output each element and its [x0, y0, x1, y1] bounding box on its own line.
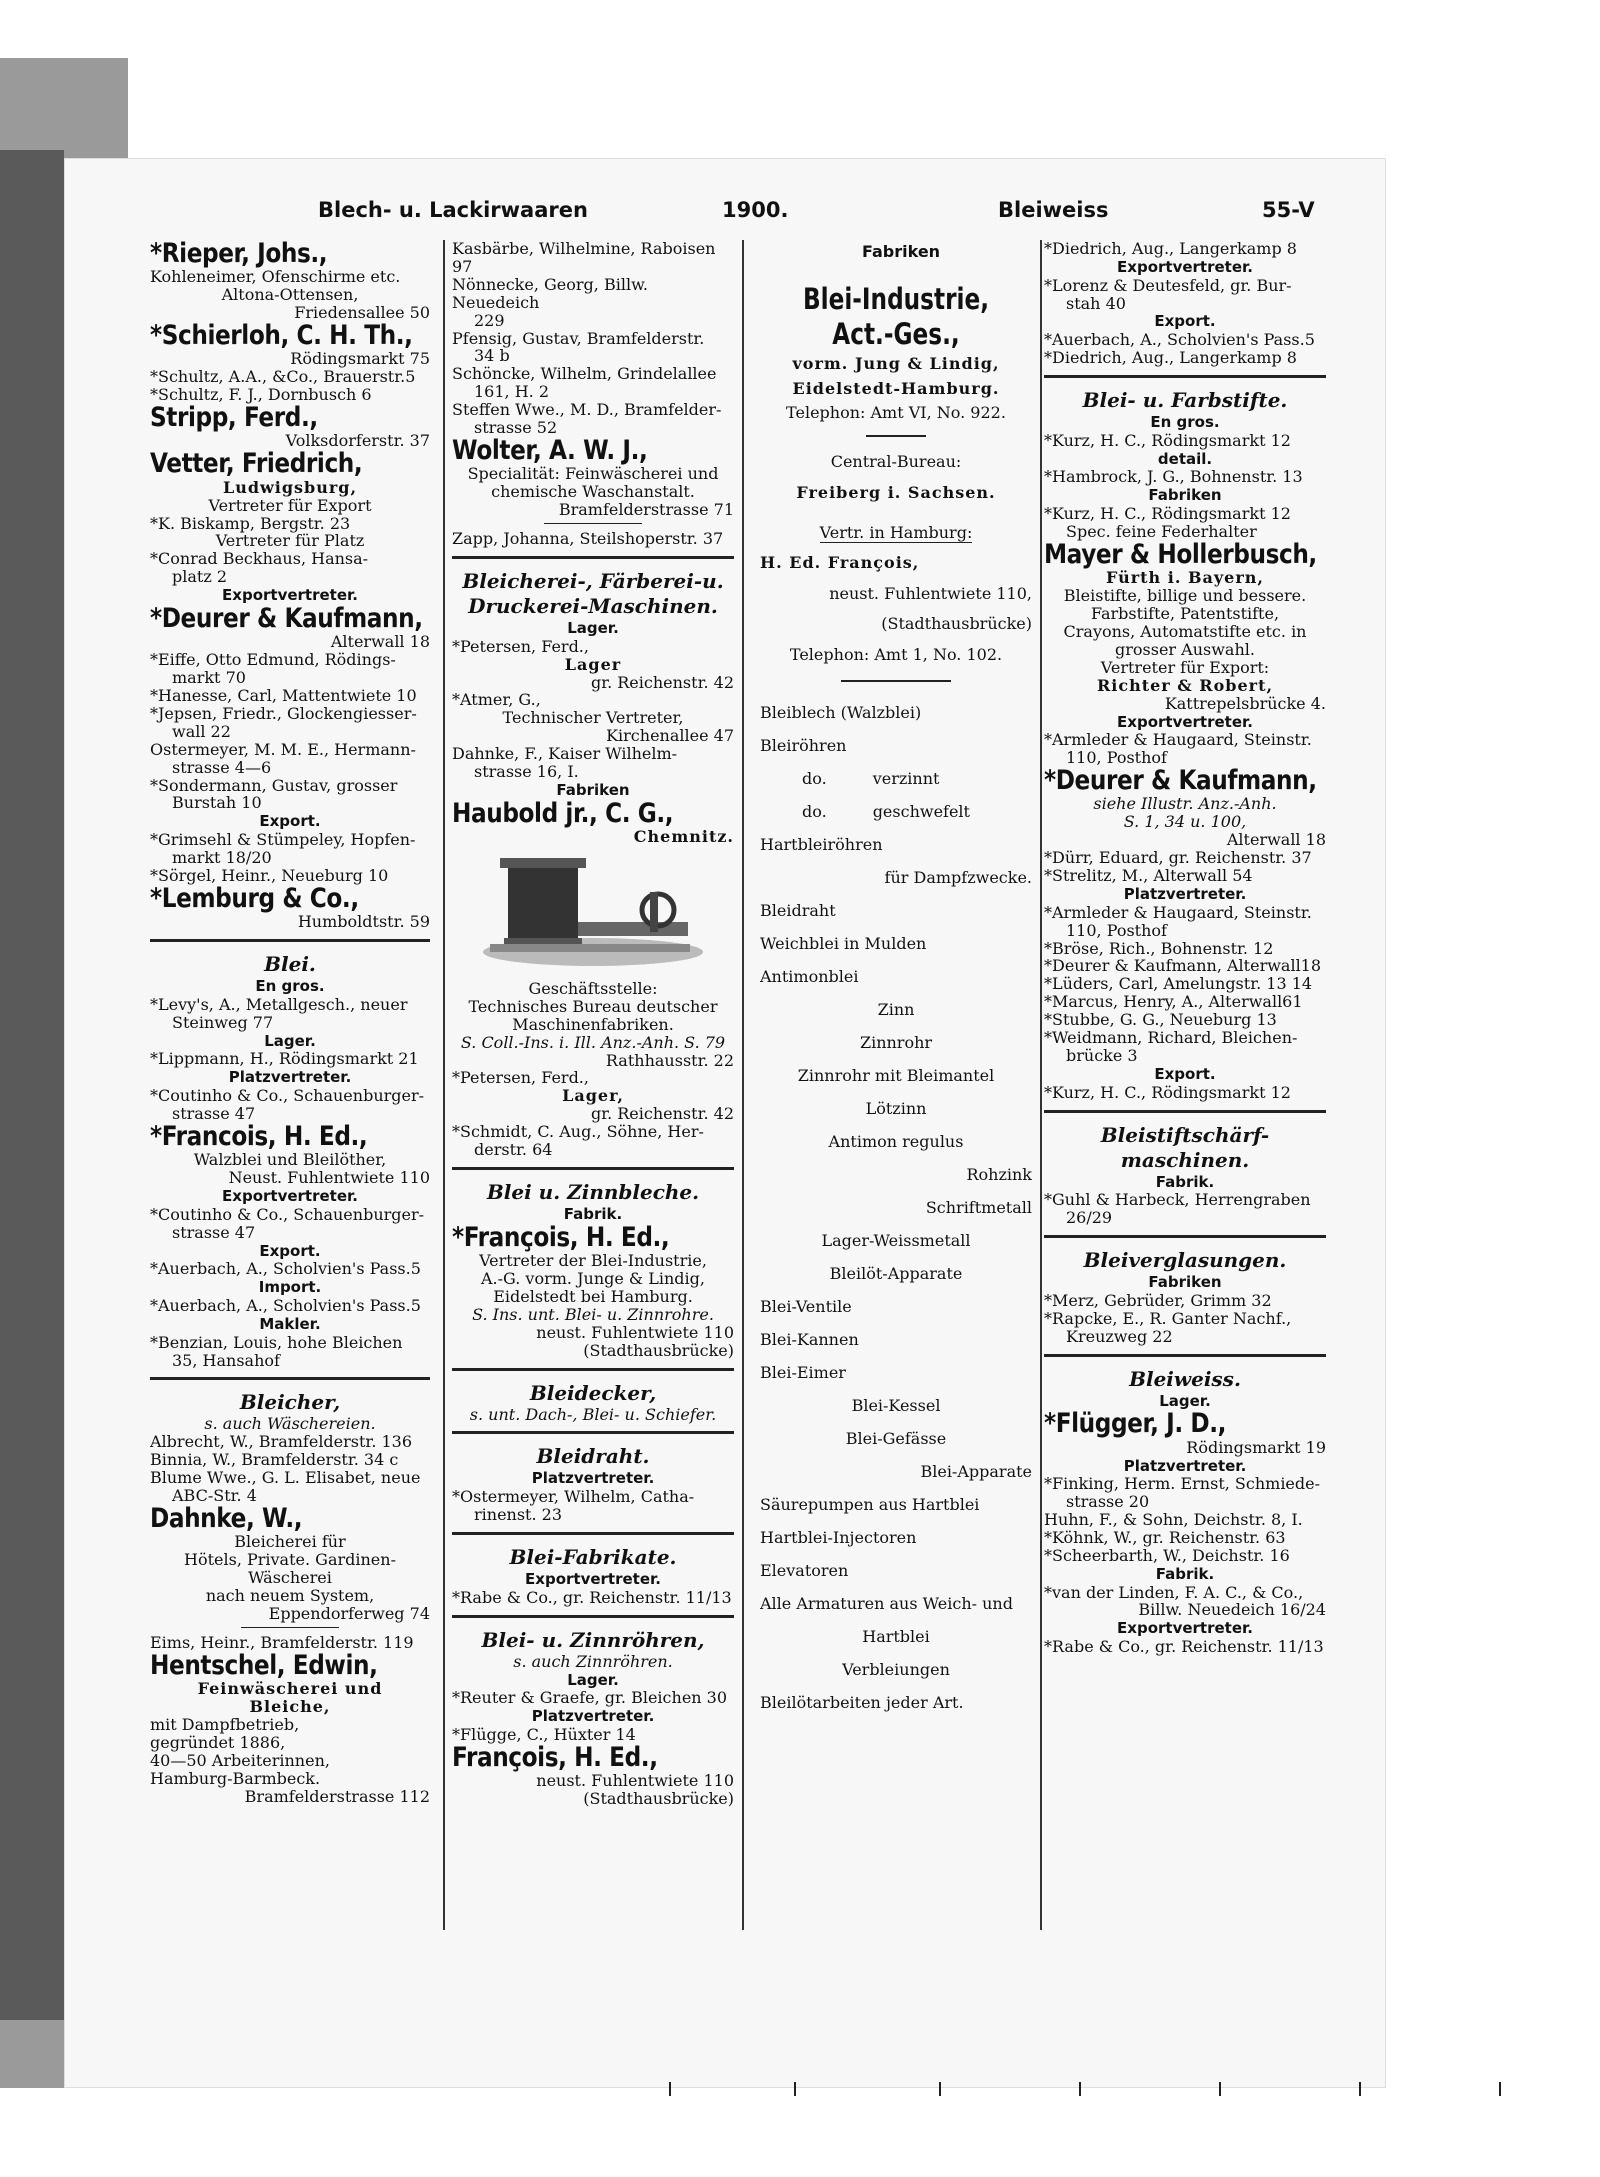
entry-emphasis: Feinwäscherei und	[197, 1679, 383, 1699]
entry-line: Hamburg-Barmbeck.	[150, 1768, 321, 1788]
entry-emphasis: Fürth i. Bayern,	[1106, 568, 1264, 588]
section-divider	[452, 1532, 734, 1535]
entry-continuation: 34 b	[474, 346, 510, 366]
ad-representative-label	[760, 518, 1032, 548]
product-item: Weichblei in Mulden	[760, 933, 927, 953]
section-heading: Blei.	[264, 952, 316, 977]
section-divider	[452, 1368, 734, 1371]
product-item: Bleidraht	[760, 900, 836, 920]
product-item: Bleiblech (Walzblei)	[760, 702, 922, 722]
entry-line: Kasbärbe, Wilhelmine, Raboisen 97	[452, 240, 716, 276]
column-4	[1044, 240, 1326, 1930]
entry-line: *Köhnk, W., gr. Reichenstr. 63	[1044, 1528, 1286, 1547]
section-divider	[150, 939, 430, 942]
product-item: Säurepumpen aus Hartblei	[760, 1494, 980, 1514]
entry-emphasis: Lager	[564, 654, 622, 674]
subsection-heading: Lager.	[264, 1031, 316, 1050]
ad-representative-address-2: (Stadthausbrücke)	[881, 614, 1032, 634]
subsection-heading: Exportvertreter.	[525, 1570, 661, 1588]
entry-continuation: strasse 52	[474, 418, 558, 438]
entry-line: *Conrad Beckhaus, Hansa-	[150, 549, 369, 569]
ad-central-city: Freiberg i. Sachsen.	[796, 482, 996, 502]
entry-address: Humboldtstr. 59	[297, 912, 430, 932]
entry-line: Zapp, Johanna, Steilshoperstr. 37	[452, 529, 724, 549]
entry-line: *Armleder & Haugaard, Steinstr.	[1044, 730, 1312, 750]
entry-line: *Auerbach, A., Scholvien's Pass.5	[1044, 330, 1315, 350]
entry-address: gr. Reichenstr. 42	[590, 1104, 734, 1124]
entry-description: Specialität: Feinwäscherei und	[467, 464, 719, 484]
product-item: für Dampfzwecke.	[884, 867, 1032, 887]
entry-line: *Kurz, H. C., Rödingsmarkt 12	[1044, 504, 1291, 524]
entry-line: *Diedrich, Aug., Langerkamp 8	[1044, 240, 1297, 258]
subsection-heading: Export.	[1154, 312, 1216, 331]
entry-continuation: Spec. feine Federhalter	[1066, 522, 1257, 541]
entry-name: Hentschel, Edwin,	[150, 1649, 378, 1681]
entry-line: *Lüders, Carl, Amelungstr. 13 14	[1044, 974, 1313, 994]
entry-continuation: Steinweg 77	[172, 1012, 274, 1032]
entry-address: Rödingsmarkt 19	[1186, 1437, 1326, 1457]
entry-line: *Grimsehl & Stümpeley, Hopfen-	[150, 830, 416, 850]
entry-name: Dahnke, W.,	[150, 1502, 303, 1534]
ad-company-name: Blei-Industrie,	[802, 282, 990, 316]
product-item	[760, 795, 1032, 828]
entry-line: Eims, Heinr., Bramfelderstr. 119	[150, 1632, 414, 1652]
section-heading: Bleicherei-, Färberei-u.	[462, 568, 724, 593]
entry-reference: siehe Illustr. Anz.-Anh.	[1093, 794, 1277, 814]
subsection-heading: Platzvertreter.	[531, 1707, 655, 1726]
column-rule-2	[742, 240, 744, 1930]
section-divider	[452, 1167, 734, 1170]
entry-description: Vertreter für Export	[208, 495, 372, 515]
entry-description: Crayons, Automatstifte etc. in	[1063, 621, 1307, 641]
entry-name: *Deurer & Kaufmann,	[1044, 765, 1317, 797]
ad-representative-address: neust. Fuhlentwiete 110,	[829, 583, 1032, 603]
section-heading: Bleiweiss.	[1129, 1366, 1241, 1391]
entry-continuation: ABC-Str. 4	[172, 1486, 257, 1506]
entry-line: *Petersen, Ferd.,	[452, 1068, 589, 1088]
product-item: Blei-Ventile	[760, 1296, 852, 1316]
entry-address: Eppendorferweg 74	[268, 1603, 430, 1623]
entry-description: Walzblei und Bleilöther,	[193, 1150, 387, 1170]
subsection-heading: Export.	[259, 1241, 321, 1260]
entry-line: gegründet 1886,	[150, 1732, 286, 1752]
section-divider	[150, 1377, 430, 1380]
entry-continuation: markt 18/20	[172, 847, 272, 867]
header-right: Bleiweiss	[998, 198, 1109, 222]
subsection-heading: Fabriken	[1148, 486, 1222, 505]
entry-address: Rödingsmarkt 75	[290, 349, 430, 369]
entry-address: Alterwall 18	[1226, 830, 1326, 850]
subsection-heading: Exportvertreter.	[222, 586, 358, 605]
section-heading: Bleiverglasungen.	[1083, 1248, 1287, 1273]
entry-line: Nönnecke, Georg, Billw. Neuedeich	[452, 274, 648, 312]
section-heading: maschinen.	[1120, 1147, 1250, 1172]
entry-name: Mayer & Hollerbusch,	[1044, 538, 1317, 570]
entry-address: Billw. Neuedeich 16/24	[1138, 1600, 1326, 1620]
entry-description: Vertreter für Export:	[1100, 657, 1270, 677]
entry-address: Kattrepelsbrücke 4.	[1164, 693, 1326, 713]
book-spine-shadow	[0, 150, 64, 2020]
entry-address: Kirchenallee 47	[606, 726, 734, 746]
entry-line: *Finking, Herm. Ernst, Schmiede-	[1044, 1474, 1321, 1494]
ad-former-name: vorm. Jung & Lindig,	[792, 353, 1000, 373]
entry-line: *Dürr, Eduard, gr. Reichenstr. 37	[1044, 848, 1312, 868]
product-ditto: do.	[802, 768, 827, 788]
ad-representative-telephone: Telephon: Amt 1, No. 102.	[789, 644, 1003, 664]
subsection-heading: Fabrik.	[563, 1205, 623, 1223]
ad-product-list	[760, 696, 1032, 1719]
entry-line: *Diedrich, Aug., Langerkamp 8	[1044, 348, 1297, 368]
entry-line: *Lippmann, H., Rödingsmarkt 21	[150, 1049, 419, 1069]
entry-line: *Sondermann, Gustav, grosser	[150, 775, 398, 795]
ad-representative-name: H. Ed. François,	[760, 553, 920, 573]
entry-line: *Coutinho & Co., Schauenburger-	[150, 1086, 425, 1105]
subsection-heading: Exportvertreter.	[1117, 712, 1253, 731]
product-item: Elevatoren	[760, 1560, 849, 1580]
section-divider	[1044, 1235, 1326, 1238]
entry-line: *Marcus, Henry, A., Alterwall61	[1044, 992, 1303, 1012]
subsection-heading: Exportvertreter.	[1117, 257, 1253, 276]
entry-description: Altona-Ottensen,	[221, 285, 359, 305]
entry-continuation: 35, Hansahof	[172, 1350, 280, 1370]
entry-continuation: brücke 3	[1066, 1045, 1138, 1065]
section-heading: Bleidraht.	[536, 1444, 650, 1469]
subsection-heading: Export.	[259, 812, 321, 831]
product-item: Rohzink	[966, 1164, 1032, 1184]
entry-line: *Sörgel, Heinr., Neueburg 10	[150, 865, 389, 885]
entry-line: *Hambrock, J. G., Bohnenstr. 13	[1044, 467, 1303, 487]
product-variant: geschwefelt	[872, 801, 970, 821]
entry-line: *Strelitz, M., Alterwall 54	[1044, 866, 1253, 886]
entry-description: chemische Waschanstalt.	[491, 482, 695, 502]
entry-line: Blume Wwe., G. L. Elisabet, neue	[150, 1468, 421, 1488]
entry-line: Huhn, F., & Sohn, Deichstr. 8, I.	[1044, 1510, 1303, 1530]
section-heading: Druckerei-Maschinen.	[468, 593, 718, 618]
entry-continuation: strasse 47	[172, 1103, 256, 1123]
entry-continuation: strasse 20	[1066, 1492, 1150, 1512]
subsection-heading: Fabrik.	[1155, 1172, 1215, 1191]
product-item: Hartblei-Injectoren	[760, 1527, 917, 1547]
ad-representative-label-text: Vertr. in Hamburg:	[819, 522, 973, 542]
entry-continuation: strasse 4—6	[172, 757, 272, 777]
product-variant: verzinnt	[872, 768, 940, 788]
section-divider	[452, 556, 734, 559]
product-item: Antimon regulus	[828, 1131, 964, 1151]
entry-name: *Flügger, J. D.,	[1044, 1408, 1227, 1440]
entry-line: Binnia, W., Bramfelderstr. 34 c	[150, 1450, 399, 1470]
entry-line: Dahnke, F., Kaiser Wilhelm-	[452, 744, 678, 764]
entry-line: *Eiffe, Otto Edmund, Rödings-	[150, 650, 396, 670]
header-year: 1900.	[722, 198, 789, 222]
advertisement-blei-industrie	[760, 240, 1032, 1930]
entry-description: Bleistifte, billige und bessere.	[1063, 586, 1307, 606]
entry-divider	[241, 1627, 339, 1628]
entry-description: grosser Auswahl.	[1115, 639, 1255, 659]
entry-description: Eidelstedt bei Hamburg.	[493, 1286, 693, 1306]
subsection-heading: En gros.	[255, 977, 325, 996]
ad-central-label: Central-Bureau:	[830, 452, 962, 472]
entry-continuation: markt 70	[172, 668, 246, 688]
subsection-heading: Exportvertreter.	[222, 1186, 358, 1205]
entry-description: A.-G. vorm. Junge & Lindig,	[481, 1269, 705, 1288]
entry-description: Wäscherei	[248, 1568, 332, 1588]
entry-name: *Francois, H. Ed.,	[150, 1120, 368, 1152]
section-divider	[452, 1615, 734, 1618]
entry-emphasis: Lager,	[562, 1086, 624, 1106]
entry-line: *Lorenz & Deutesfeld, gr. Bur-	[1044, 275, 1292, 295]
entry-address: neust. Fuhlentwiete 110	[536, 1322, 734, 1342]
entry-line: *Jepsen, Friedr., Glockengiesser-	[150, 703, 417, 723]
header-left: Blech- u. Lackirwaaren	[318, 198, 588, 222]
entry-emphasis: Bleiche,	[249, 1696, 331, 1716]
subsection-heading: Platzvertreter.	[228, 1068, 352, 1087]
product-item: Blei-Kessel	[851, 1395, 941, 1415]
entry-location: Chemnitz.	[633, 827, 734, 847]
product-item: Verbleiungen	[842, 1659, 950, 1679]
entry-description: Technisches Bureau deutscher	[468, 996, 718, 1016]
machine-illustration	[478, 852, 708, 972]
entry-reference: s. auch Wäschereien.	[204, 1414, 376, 1434]
section-heading: Blei- u. Zinnröhren,	[481, 1627, 705, 1652]
entry-address: (Stadthausbrücke)	[583, 1789, 734, 1809]
entry-name: Wolter, A. W. J.,	[452, 434, 648, 466]
entry-line: Ostermeyer, M. M. E., Hermann-	[150, 739, 416, 759]
subsection-heading: Makler.	[259, 1314, 321, 1333]
ad-company-form: Act.-Ges.,	[832, 316, 960, 351]
entry-line: *Atmer, G.,	[452, 690, 541, 710]
entry-line: *Ostermeyer, Wilhelm, Catha-	[452, 1487, 695, 1507]
entry-line: Schöncke, Wilhelm, Grindelallee	[452, 364, 717, 384]
section-divider	[1044, 1354, 1326, 1357]
entry-address: Rathhausstr. 22	[605, 1050, 734, 1070]
column-2	[452, 240, 734, 1930]
entry-description: Kohleneimer, Ofenschirme etc.	[150, 267, 401, 287]
entry-line: Pfensig, Gustav, Bramfelderstr.	[452, 328, 705, 348]
product-item: Antimonblei	[760, 966, 859, 986]
product-item: Zinn	[877, 999, 915, 1019]
entry-line: *Stubbe, G. G., Neueburg 13	[1044, 1010, 1277, 1030]
entry-line: *Kurz, H. C., Rödingsmarkt 12	[1044, 1082, 1291, 1102]
entry-continuation: wall 22	[172, 721, 231, 741]
entry-line: *Petersen, Ferd.,	[452, 636, 589, 656]
entry-description: Technischer Vertreter,	[502, 708, 684, 728]
ad-telephone: Telephon: Amt VI, No. 922.	[786, 403, 1006, 423]
entry-divider	[544, 523, 643, 524]
entry-address: neust. Fuhlentwiete 110	[536, 1771, 734, 1791]
product-item: Zinnrohr mit Bleimantel	[797, 1065, 995, 1085]
entry-continuation: 26/29	[1066, 1208, 1113, 1228]
section-heading: Blei u. Zinnbleche.	[486, 1180, 700, 1204]
column-rule-3	[1040, 240, 1042, 1930]
subsection-heading: Lager.	[567, 1670, 619, 1689]
entry-line: *Flügge, C., Hüxter 14	[452, 1724, 636, 1744]
entry-address: Bramfelderstrasse 112	[244, 1786, 430, 1806]
product-item: Blei-Eimer	[760, 1362, 846, 1382]
entry-line: 40—50 Arbeiterinnen,	[150, 1750, 330, 1770]
product-item: Bleilötarbeiten jeder Art.	[760, 1692, 964, 1712]
entry-address: Friedensallee 50	[294, 303, 430, 323]
entry-name: *Lemburg & Co.,	[150, 882, 359, 914]
product-item: Lötzinn	[865, 1098, 927, 1118]
subsection-heading: Platzvertreter.	[531, 1469, 655, 1488]
entry-line: *Rabe & Co., gr. Reichenstr. 11/13	[1044, 1637, 1324, 1657]
entry-line: *Levy's, A., Metallgesch., neuer	[150, 994, 408, 1014]
ad-location: Eidelstedt-Hamburg.	[792, 378, 1000, 398]
subsection-heading: En gros.	[1150, 413, 1220, 432]
entry-address: Bramfelderstrasse 71	[558, 500, 734, 520]
entry-reference: S. Ins. unt. Blei- u. Zinnrohre.	[472, 1304, 714, 1324]
entry-name: *Rieper, Johs.,	[150, 240, 328, 269]
entry-name: Stripp, Ferd.,	[150, 402, 318, 434]
entry-line: *Rapcke, E., R. Ganter Nachf.,	[1044, 1308, 1292, 1328]
entry-reference: s. unt. Dach-, Blei- u. Schiefer.	[469, 1404, 717, 1424]
subsection-heading: Fabrik.	[1155, 1564, 1215, 1583]
entry-continuation: 110, Posthof	[1066, 748, 1167, 768]
subsection-heading: Fabriken	[1148, 1273, 1222, 1292]
entry-line: *Reuter & Graefe, gr. Bleichen 30	[452, 1688, 728, 1708]
product-item: Alle Armaturen aus Weich- und	[760, 1593, 1013, 1613]
entry-description: Maschinenfabriken.	[512, 1014, 674, 1034]
entry-name: François, H. Ed.,	[452, 1741, 658, 1773]
product-item: Hartbleiröhren	[760, 834, 883, 854]
entry-continuation: Kreuzweg 22	[1066, 1326, 1173, 1346]
entry-reference: S. Coll.-Ins. i. Ill. Anz.-Anh. S. 79	[460, 1032, 726, 1052]
subsection-heading: Lager.	[1159, 1391, 1211, 1410]
subsection-heading: Fabriken	[556, 780, 630, 799]
entry-continuation: Burstah 10	[172, 793, 262, 813]
entry-line: *Kurz, H. C., Rödingsmarkt 12	[1044, 430, 1291, 450]
entry-line: *K. Biskamp, Bergstr. 23	[150, 513, 351, 533]
subsection-heading: Exportvertreter.	[1117, 1619, 1253, 1638]
ad-divider-2	[841, 680, 951, 682]
product-item: Hartblei	[862, 1626, 930, 1646]
entry-continuation: platz 2	[172, 567, 228, 587]
section-heading: Bleistiftschärf-	[1100, 1122, 1270, 1147]
product-item: Blei-Apparate	[920, 1461, 1032, 1481]
product-item: Bleilöt-Apparate	[829, 1263, 963, 1283]
entry-line: *Deurer & Kaufmann, Alterwall18	[1044, 956, 1322, 976]
entry-name: Vetter, Friedrich,	[150, 448, 363, 480]
entry-line: *Auerbach, A., Scholvien's Pass.5	[150, 1295, 421, 1315]
product-item: Schriftmetall	[925, 1197, 1032, 1217]
entry-name: *François, H. Ed.,	[452, 1221, 670, 1253]
entry-line: *Merz, Gebrüder, Grimm 32	[1044, 1290, 1272, 1310]
entry-line: *Benzian, Louis, hohe Bleichen	[150, 1332, 403, 1352]
section-heading: Bleicher,	[239, 1390, 341, 1415]
entry-reference: s. auch Zinnröhren.	[513, 1651, 673, 1671]
entry-continuation: 161, H. 2	[474, 382, 550, 402]
entry-emphasis: Richter & Robert,	[1096, 675, 1274, 695]
entry-continuation: 110, Posthof	[1066, 920, 1167, 940]
entry-line: *Scheerbarth, W., Deichstr. 16	[1044, 1545, 1290, 1565]
entry-line: *Auerbach, A., Scholvien's Pass.5	[150, 1259, 421, 1279]
product-ditto: do.	[802, 801, 827, 821]
section-divider	[1044, 1110, 1326, 1113]
product-item: Lager-Weissmetall	[821, 1230, 971, 1250]
entry-address: (Stadthausbrücke)	[583, 1340, 734, 1360]
entry-continuation: stah 40	[1066, 293, 1126, 313]
subsection-heading: Import.	[258, 1278, 322, 1297]
entry-description: nach neuem System,	[205, 1586, 375, 1605]
entry-continuation: derstr. 64	[474, 1140, 553, 1160]
product-item: Zinnrohr	[859, 1032, 933, 1052]
entry-line: mit Dampfbetrieb,	[150, 1714, 300, 1734]
entry-line: *Schultz, A.A., &Co., Brauerstr.5	[150, 367, 416, 387]
entry-address: Alterwall 18	[330, 632, 430, 652]
product-item: Blei-Kannen	[760, 1329, 859, 1349]
entry-address: gr. Reichenstr. 42	[590, 672, 734, 692]
product-item: Blei-Gefässe	[845, 1428, 947, 1448]
entry-continuation: 229	[474, 310, 505, 330]
entry-continuation: strasse 16, I.	[474, 762, 579, 782]
entry-line: *Hanesse, Carl, Mattentwiete 10	[150, 685, 417, 705]
product-item: Bleiröhren	[760, 735, 847, 755]
subsection-heading: Platzvertreter.	[1123, 884, 1247, 903]
section-divider	[1044, 375, 1326, 378]
entry-line: Albrecht, W., Bramfelderstr. 136	[150, 1432, 413, 1452]
subsection-heading: Platzvertreter.	[1123, 1456, 1247, 1475]
entry-line: *Guhl & Harbeck, Herrengraben	[1044, 1190, 1311, 1210]
scan-cut-marks	[640, 2082, 1600, 2102]
entry-line: *Rabe & Co., gr. Reichenstr. 11/13	[452, 1587, 732, 1607]
entry-description: Vertreter der Blei-Industrie,	[479, 1251, 707, 1271]
entry-line: *van der Linden, F. A. C., & Co.,	[1044, 1582, 1304, 1602]
entry-description: Vertreter für Platz	[215, 531, 365, 551]
entry-description: Bleicherei für	[234, 1532, 346, 1552]
column-1	[150, 240, 430, 1930]
entry-continuation: rinenst. 23	[474, 1505, 563, 1525]
entry-description: Farbstifte, Patentstifte,	[1090, 604, 1280, 624]
entry-line: *Armleder & Haugaard, Steinstr.	[1044, 902, 1312, 922]
subsection-heading: detail.	[1157, 449, 1213, 468]
entry-line: *Weidmann, Richard, Bleichen-	[1044, 1028, 1298, 1048]
entry-line: *Schultz, F. J., Dornbusch 6	[150, 385, 372, 405]
section-divider	[452, 1431, 734, 1434]
product-item	[760, 762, 1032, 795]
column-rule-1	[443, 240, 445, 1930]
subsection-heading: Lager.	[567, 618, 619, 637]
entry-line: *Bröse, Rich., Bohnenstr. 12	[1044, 938, 1274, 958]
entry-emphasis: Ludwigsburg,	[222, 477, 358, 497]
section-heading: Bleidecker,	[529, 1380, 657, 1405]
header-fabriken: Fabriken	[862, 242, 941, 261]
ad-divider	[866, 435, 926, 437]
entry-name: Haubold jr., C. G.,	[452, 797, 674, 829]
entry-address: Volksdorferstr. 37	[285, 431, 430, 451]
entry-reference: S. 1, 34 u. 100,	[1123, 812, 1247, 832]
entry-description: Geschäftsstelle:	[528, 978, 658, 998]
entry-line: Steffen Wwe., M. D., Bramfelder-	[452, 400, 722, 420]
header-page-number: 55-V	[1262, 198, 1315, 222]
entry-address: Neust. Fuhlentwiete 110	[228, 1168, 430, 1188]
subsection-heading: Export.	[1154, 1064, 1216, 1083]
section-heading: Blei- u. Farbstifte.	[1082, 388, 1288, 413]
entry-line: *Schmidt, C. Aug., Söhne, Her-	[452, 1122, 704, 1142]
section-heading: Blei-Fabrikate.	[509, 1545, 677, 1569]
entry-description: Hötels, Private. Gardinen-	[184, 1550, 396, 1570]
entry-name: *Deurer & Kaufmann,	[150, 602, 423, 634]
entry-name: *Schierloh, C. H. Th.,	[150, 320, 413, 352]
entry-continuation: strasse 47	[172, 1222, 256, 1242]
entry-line: *Coutinho & Co., Schauenburger-	[150, 1204, 425, 1224]
